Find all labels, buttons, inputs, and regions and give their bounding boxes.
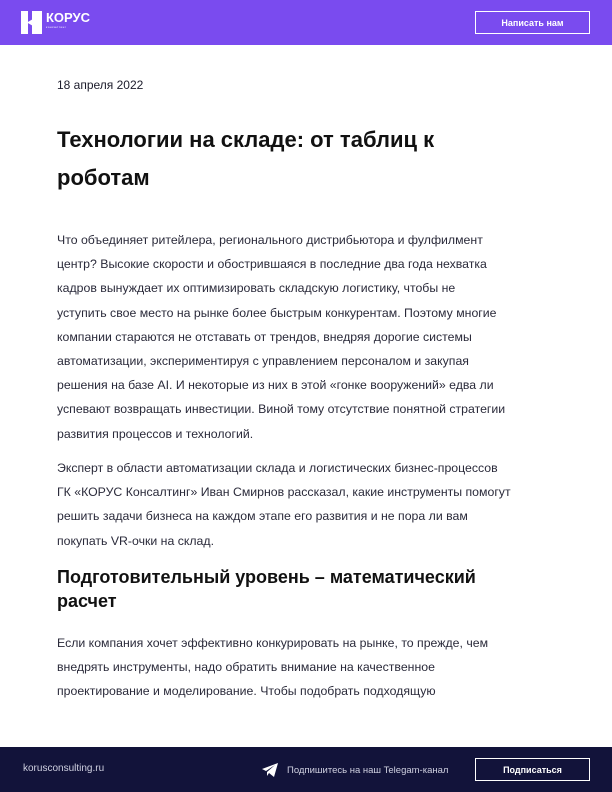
telegram-icon (262, 763, 278, 777)
text-line: кадров вынуждает их оптимизировать складскую логистику, чтобы не (57, 281, 456, 296)
telegram-text: Подпишитесь на наш Telegam-канал (287, 764, 449, 776)
site-link[interactable]: korusconsulting.ru (23, 763, 105, 774)
text-line: покупать VR-очки на склад. (57, 533, 214, 548)
text-line: развития процессов и технологий. (57, 426, 254, 441)
paragraph-intro (57, 228, 505, 446)
title-line: роботам (57, 165, 150, 190)
text-line: компании стараются не отставать от трендов, внедряя дорогие системы (57, 329, 472, 344)
text-line: решить задачи бизнеса на каждом этапе его развития и не пора ли вам (57, 509, 468, 524)
text-line: Что объединяет ритейлера, регионального дистрибьютора и фулфилмент (57, 233, 483, 247)
telegram-link[interactable] (262, 763, 448, 777)
text-line: решения на базе AI. И некоторые из них в этой «гонке вооружений» едва ли (57, 378, 494, 393)
paragraph-expert (57, 456, 511, 553)
logo-subtext: консалтинг (46, 25, 67, 29)
header (0, 0, 612, 45)
article-title (57, 121, 537, 197)
article-date: 18 апреля 2022 (57, 78, 144, 92)
heading-line: расчет (57, 591, 117, 611)
text-line: Если компания хочет эффективно конкурировать на рынке, то прежде, чем (57, 636, 489, 650)
footer (0, 747, 612, 792)
paragraph-section (57, 631, 488, 704)
text-line: автоматизации, экспериментируя с управлением персоналом и закупая (57, 354, 469, 369)
text-line: уступить свое место на рынке более быстрым конкурентам. Поэтому многие (57, 305, 497, 320)
text-line: успевают возвращать инвестиции. Виной тому отсутствие понятной стратегии (57, 402, 506, 417)
logo-text: КОРУС (46, 10, 91, 25)
text-line: Эксперт в области автоматизации склада и логистических бизнес-процессов (57, 461, 498, 475)
text-line: ГК «КОРУС Консалтинг» Иван Смирнов рассказал, какие инструменты помогут (57, 485, 511, 500)
subscribe-button[interactable]: Подписаться (475, 758, 590, 781)
logo[interactable] (21, 11, 90, 34)
write-us-button[interactable]: Написать нам (475, 11, 590, 34)
text-line: проектирование и моделирование. Чтобы подобрать подходящую (57, 684, 436, 699)
logo-mark-icon (21, 11, 42, 34)
text-line: центр? Высокие скорости и обострившаяся в последние два года нехватка (57, 257, 487, 272)
text-line: внедрять инструменты, надо обратить внимание на качественное (57, 660, 435, 675)
heading-line: Подготовительный уровень – математический (57, 567, 476, 587)
title-line: Технологии на складе: от таблиц к (57, 127, 435, 152)
section-heading (57, 565, 476, 613)
